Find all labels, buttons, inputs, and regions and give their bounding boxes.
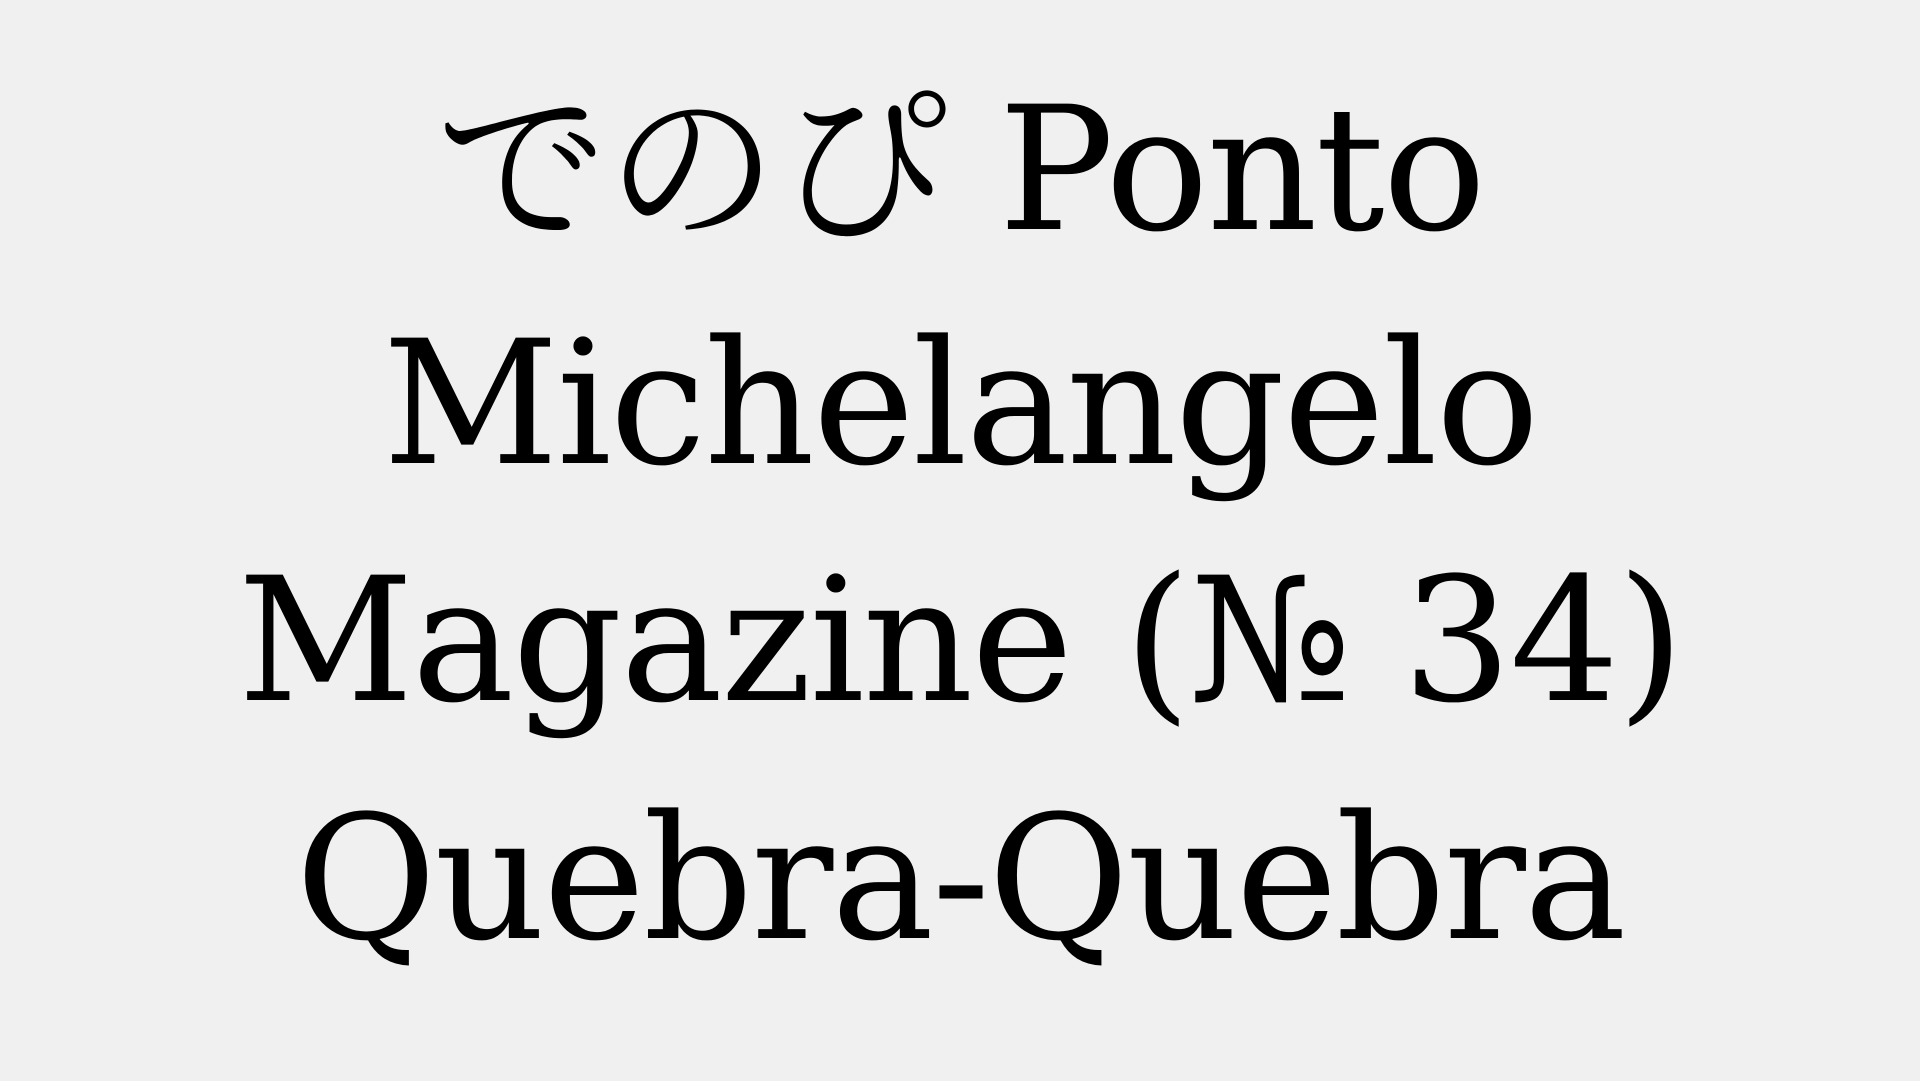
specimen-line-1: でのぴ Ponto: [435, 69, 1485, 270]
specimen-line-3: Magazine (№ 34): [237, 540, 1683, 741]
specimen-line-4: Quebra-Quebra: [295, 778, 1625, 979]
specimen-line-2: Michelangelo: [382, 303, 1538, 504]
